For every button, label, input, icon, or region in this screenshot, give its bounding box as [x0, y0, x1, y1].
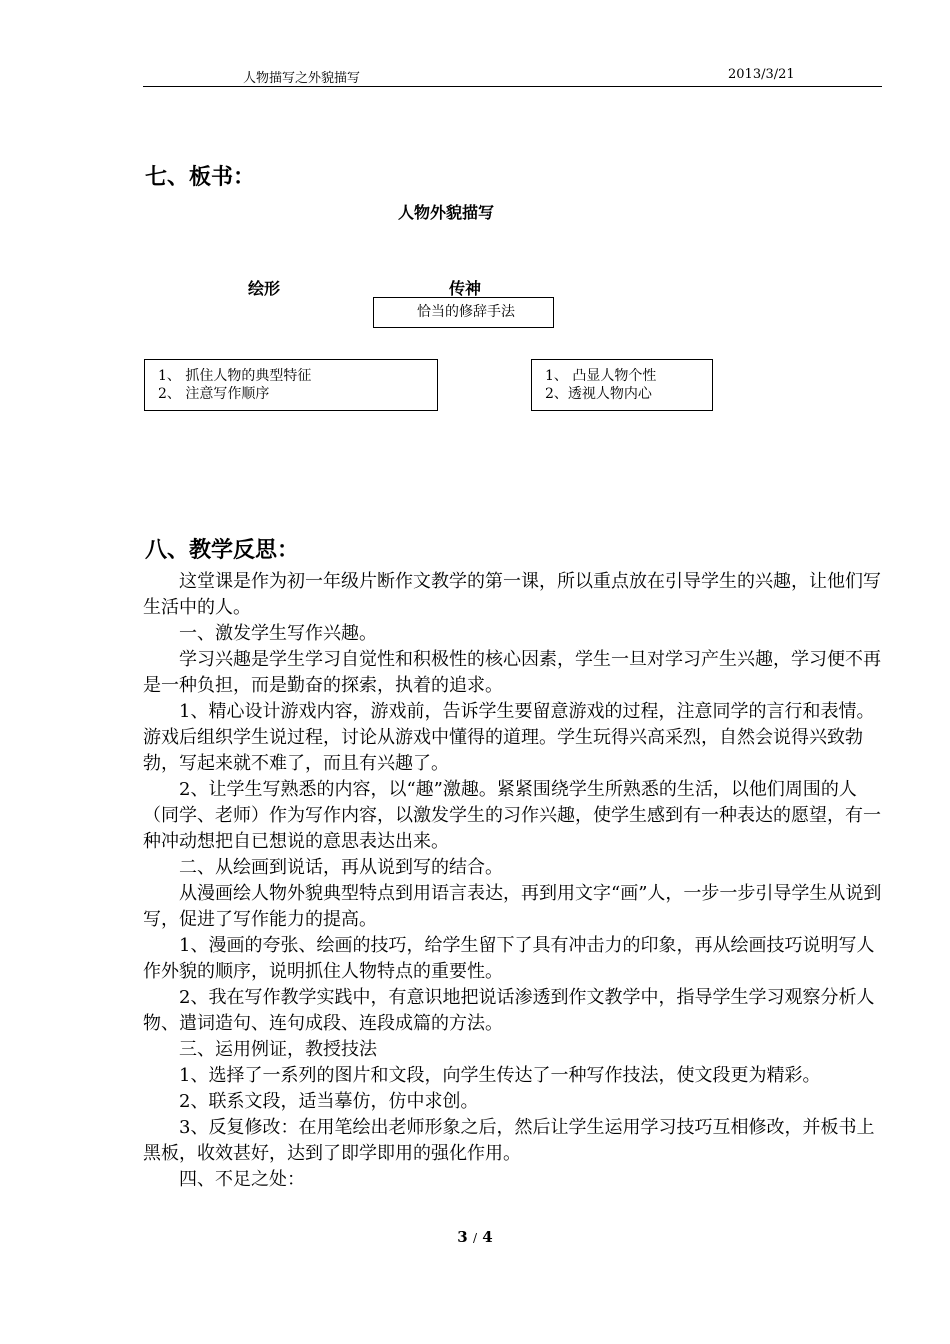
page-number — [0, 1228, 950, 1246]
board-label-appearance: 绘形 — [248, 279, 281, 298]
reflection-paragraph: 3、反复修改：在用笔绘出老师形象之后，然后让学生运用学习技巧互相修改，并板书上黑板，收效甚好，达到了即学即用的强化作用。 — [143, 1117, 875, 1164]
reflection-paragraph: 一、激发学生写作兴趣。 — [179, 623, 377, 644]
technique-box — [373, 297, 554, 328]
reflection-paragraph: 2、我在写作教学实践中，有意识地把说话渗透到作文教学中，指导学生学习观察分析人物、遣词造句、连句成段、连段成篇的方法。 — [143, 987, 875, 1034]
reflection-paragraph: 学习兴趣是学生学习自觉性和积极性的核心因素，学生一旦对学习产生兴趣，学习便不再是一种负担，而是勤奋的探索，执着的追求。 — [143, 649, 881, 696]
header-date: 2013/3/21 — [728, 67, 795, 82]
reflection-paragraph: 三、运用例证，教授技法 — [179, 1039, 377, 1060]
page-separator: / — [472, 1231, 478, 1245]
page-header — [143, 64, 882, 87]
reflection-paragraph: 2、让学生写熟悉的内容，以“趣”激趣。紧紧围绕学生所熟悉的生活，以他们周围的人（同学、老师）作为写作内容，以激发学生的习作兴趣，使学生感到有一种表达的愿望，有一种冲动想把自已想说的意思表达出来。 — [143, 779, 881, 852]
appearance-point: 2、 注意写作顺序 — [158, 386, 270, 402]
board-label-spirit: 传神 — [449, 279, 482, 298]
board-title: 人物外貌描写 — [398, 203, 495, 222]
appearance-points-box — [144, 359, 438, 411]
reflection-paragraph: 1、精心设计游戏内容，游戏前，告诉学生要留意游戏的过程，注意同学的言行和表情。游戏后组织学生说过程，讨论从游戏中懂得的道理。学生玩得兴高采烈，自然会说得兴致勃勃，写起来就不难了，而且有兴趣了。 — [143, 701, 875, 774]
spirit-points-box — [531, 359, 713, 411]
spirit-point: 2、透视人物内心 — [545, 386, 652, 402]
reflection-body — [143, 569, 882, 1193]
reflection-paragraph: 从漫画绘人物外貌典型特点到用语言表达，再到用文字“画”人，一步一步引导学生从说到写，促进了写作能力的提高。 — [143, 883, 882, 930]
appearance-point: 1、 抓住人物的典型特征 — [158, 368, 312, 384]
total-pages: 4 — [482, 1228, 493, 1246]
reflection-paragraph: 二、从绘画到说话，再从说到写的结合。 — [179, 857, 503, 878]
section-heading-board: 七、板书： — [145, 165, 256, 190]
reflection-paragraph: 这堂课是作为初一年级片断作文教学的第一课，所以重点放在引导学生的兴趣，让他们写生活中的人。 — [143, 571, 881, 618]
technique-text: 恰当的修辞手法 — [417, 304, 515, 320]
reflection-paragraph: 1、漫画的夸张、绘画的技巧，给学生留下了具有冲击力的印象，再从绘画技巧说明写人作外貌的顺序，说明抓住人物特点的重要性。 — [143, 935, 875, 982]
reflection-paragraph: 四、不足之处： — [179, 1169, 305, 1190]
section-heading-reflection: 八、教学反思： — [145, 538, 300, 563]
header-title: 人物描写之外貌描写 — [243, 71, 361, 86]
spirit-point: 1、 凸显人物个性 — [545, 368, 657, 384]
reflection-paragraph: 1、选择了一系列的图片和文段，向学生传达了一种写作技法，使文段更为精彩。 — [179, 1065, 821, 1086]
current-page: 3 — [457, 1228, 468, 1246]
reflection-paragraph: 2、联系文段，适当摹仿，仿中求创。 — [179, 1091, 479, 1112]
